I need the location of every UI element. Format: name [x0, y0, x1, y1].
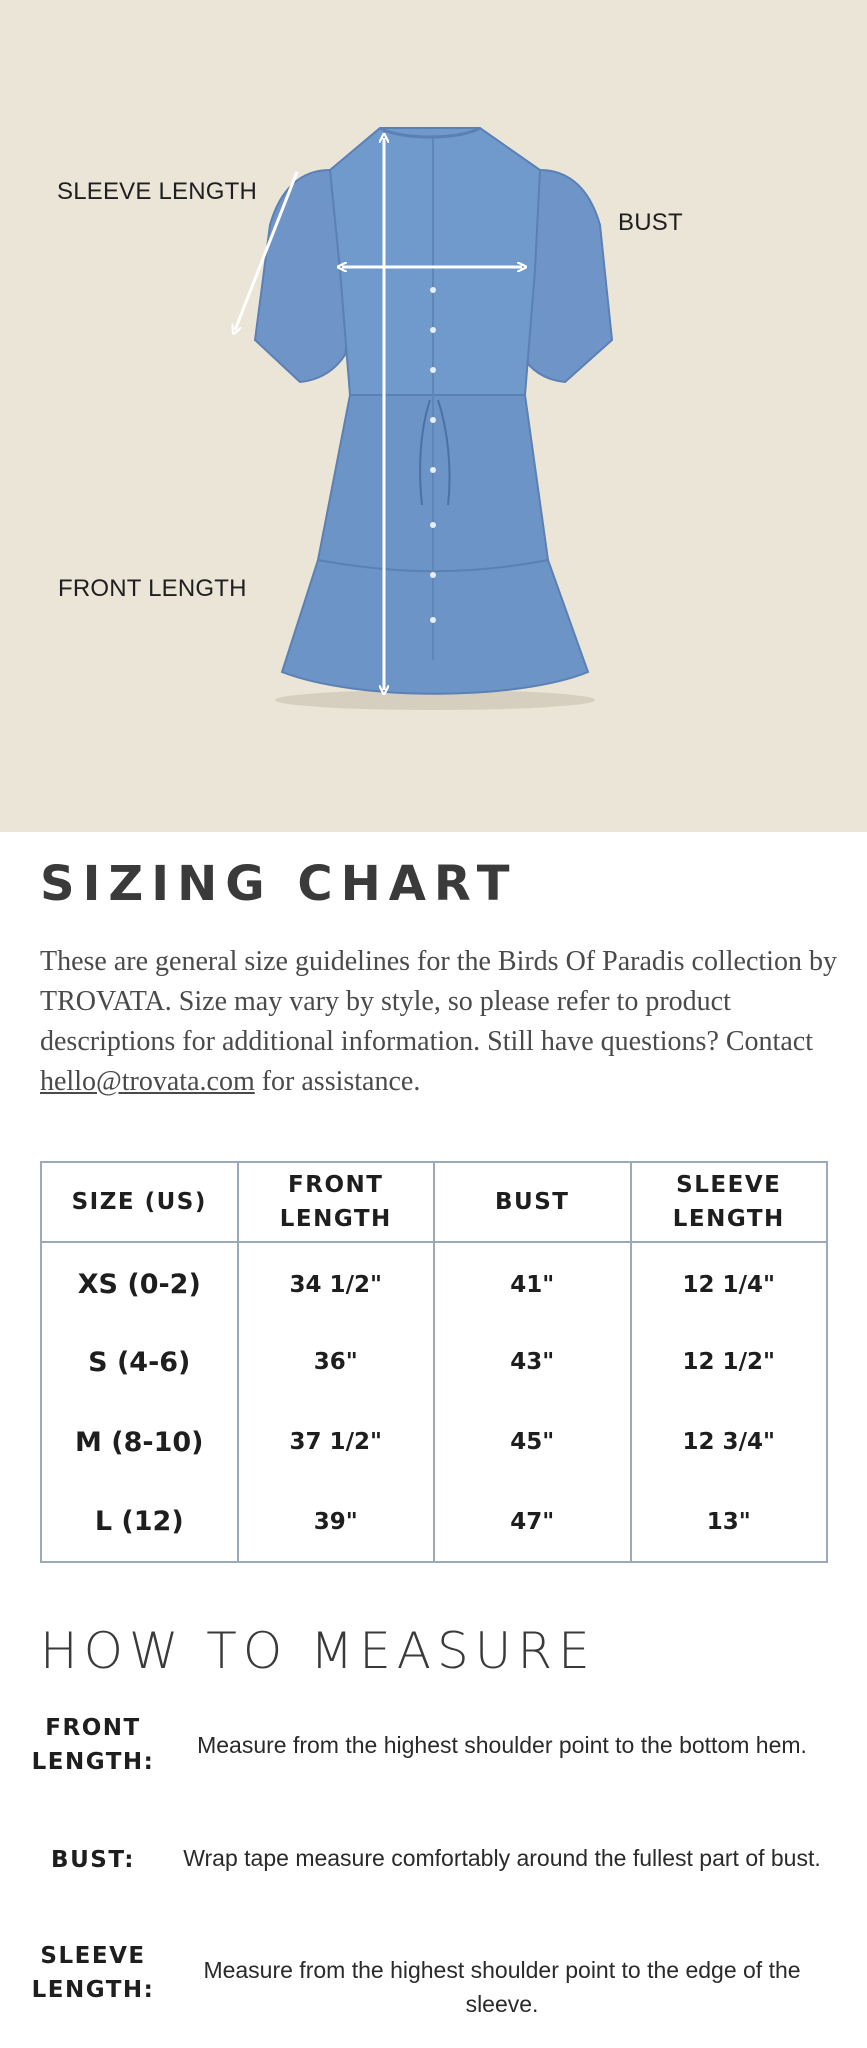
front-length-cell: 37 1/2": [238, 1402, 435, 1482]
sleeve-length-cell: 12 1/2": [631, 1322, 828, 1402]
dress-diagram: [0, 0, 867, 832]
bust-label: BUST: [618, 209, 683, 236]
front-length-cell: 36": [238, 1322, 435, 1402]
sizing-chart-title: SIZING CHART: [40, 856, 518, 912]
header-bust: BUST: [434, 1162, 631, 1242]
front-length-label: FRONT LENGTH: [58, 575, 247, 602]
sleeve-length-cell: 12 1/4": [631, 1242, 828, 1322]
header-front-length: FRONT LENGTH: [238, 1162, 435, 1242]
sleeve-length-cell: 13": [631, 1482, 828, 1562]
measure-key: BUST:: [51, 1847, 135, 1873]
bust-cell: 41": [434, 1242, 631, 1322]
table-header-row: [41, 1162, 827, 1242]
size-table: [40, 1161, 828, 1563]
measure-key: SLEEVE LENGTH:: [31, 1943, 155, 2003]
size-cell: M (8-10): [41, 1402, 238, 1482]
contact-email-link[interactable]: hello@trovata.com: [40, 1066, 255, 1097]
header-sleeve-length: SLEEVE LENGTH: [631, 1162, 828, 1242]
table-row: [41, 1482, 827, 1562]
table-row: [41, 1242, 827, 1322]
sleeve-length-cell: 12 3/4": [631, 1402, 828, 1482]
table-row: [41, 1322, 827, 1402]
table-row: [41, 1402, 827, 1482]
measure-description: Wrap tape measure comfortably around the fullest part of bust.: [183, 1845, 821, 1871]
sleeve-length-label: SLEEVE LENGTH: [57, 178, 258, 205]
dress-illustration: [0, 0, 867, 832]
bust-cell: 43": [434, 1322, 631, 1402]
dress-skirt: [282, 395, 588, 694]
bust-cell: 47": [434, 1482, 631, 1562]
measure-description: Measure from the highest shoulder point to the bottom hem.: [197, 1732, 807, 1758]
size-cell: S (4-6): [41, 1322, 238, 1402]
dress-bodice: [330, 128, 540, 395]
measure-key: FRONT LENGTH:: [31, 1715, 155, 1775]
bust-cell: 45": [434, 1402, 631, 1482]
size-cell: L (12): [41, 1482, 238, 1562]
intro-text: These are general size guidelines for the Birds Of Paradis collection by TROVATA. Size may vary by style, so please refer to product descriptions for additional information. Still have questions? Contact: [40, 946, 837, 1057]
measure-description: Measure from the highest shoulder point to the edge of the sleeve.: [203, 1957, 801, 2017]
sizing-intro: [40, 942, 840, 1102]
header-size: SIZE (US): [41, 1162, 238, 1242]
front-length-cell: 39": [238, 1482, 435, 1562]
size-cell: XS (0-2): [41, 1242, 238, 1322]
front-length-cell: 34 1/2": [238, 1242, 435, 1322]
intro-suffix: for assistance.: [254, 1066, 421, 1097]
how-to-measure-title: HOW TO MEASURE: [40, 1622, 596, 1680]
